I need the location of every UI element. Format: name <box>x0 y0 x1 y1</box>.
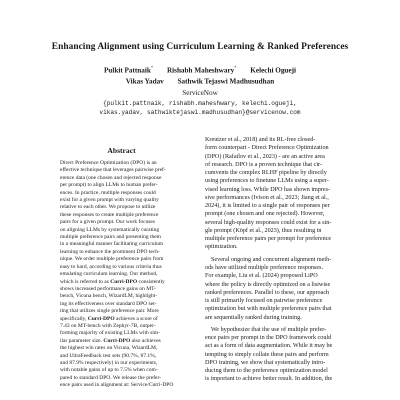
author-row-1 <box>0 62 400 73</box>
author-name: Vikas Yadav <box>125 77 164 86</box>
text-line: ods have utilized multiple preference responses. <box>205 264 323 271</box>
text-line: vised learning loss. While DPO has shown impres- <box>205 186 331 193</box>
affiliation: ServiceNow <box>182 89 218 97</box>
text-line: form counterpart - Direct Preference Optimization <box>205 145 329 152</box>
text-line: several high-quality responses could exist for a sin- <box>205 219 332 226</box>
text-line: per prompt) to align LLMs to human prefer- <box>60 182 158 189</box>
text-line: pared to standard DPO. We release the prefer- <box>60 374 162 381</box>
text-line: these responses to create multiple preference <box>60 211 159 218</box>
body-paragraph-2 <box>205 256 353 322</box>
author-name: Pulkit Pattnaik* <box>103 65 154 75</box>
text-line: which is referred to as Curri-DPO consistently <box>60 278 165 285</box>
text-line: pairs for a given prompt. Our work focuses <box>60 219 156 226</box>
text-line: effective technique that leverages pairwise pref- <box>60 167 166 174</box>
text-line: is important to achieve better result. In addition, the <box>205 376 333 383</box>
email-block <box>0 99 400 117</box>
text-line: erence data (one chosen and rejected response <box>60 174 162 181</box>
text-line: gle prompt (Köpf et al., 2023), thus resulting in <box>205 227 322 234</box>
abstract-heading: Abstract <box>107 146 136 155</box>
text-line: sive performances (Ivison et al., 2023; Jiang et al., <box>205 194 329 201</box>
text-line: on aligning LLMs by systematically curating <box>60 226 160 233</box>
text-line: (DPO) (Rafailov et al., 2023) - are an active area <box>205 153 325 160</box>
text-line: emulating curriculum learning. Our method, <box>60 271 158 278</box>
text-line: ducing them to the preference optimization model <box>205 368 328 375</box>
text-line: prompt (one chosen and one rejected). However, <box>205 211 325 218</box>
text-line: exist for a given prompt with varying quality <box>60 197 159 204</box>
text-line: DPO training, we show that systematically intro- <box>205 359 326 366</box>
text-line: the highest win rates on Vicuna, WizardLM, <box>60 345 158 352</box>
text-line: forming majority of existing LLMs with sim- <box>60 330 160 337</box>
text-line: in a meaningful manner facilitating curriculum <box>60 241 164 248</box>
text-line: act as a form of data augmentation. While it may be <box>205 343 333 350</box>
text-line: Several ongoing and concurrent alignment meth- <box>211 256 332 263</box>
text-line: For example, Liu et al. (2024) proposed LiPO <box>205 273 318 280</box>
abstract-text <box>60 160 184 390</box>
text-line: ence pairs used in alignment at: Service/Curri-DPO <box>60 382 174 389</box>
text-line: specifically, Curri-DPO achieves a score of <box>60 315 158 322</box>
text-line: Kreutzer et al., 2018) and its RL-free closed- <box>205 137 316 143</box>
text-line: and UltraFeedback test sets (90.7%, 87.1%, <box>60 352 157 359</box>
body-paragraph-1 <box>205 136 353 252</box>
email-line: vikas.yadav, sathwiktejaswi.madhusudhan}@servicenow.com <box>99 109 301 117</box>
author-name: Rishabh Maheshwary* <box>166 65 237 75</box>
body-column <box>205 136 353 384</box>
text-line: where the policy is directly optimized on a listwise <box>205 281 331 288</box>
paper-title: Enhancing Alignment using Curriculum Learning & Ranked Preferences <box>51 42 349 52</box>
text-line: ting that utilizes single preference pair. More <box>60 308 159 315</box>
text-line: shows increased performance gains on MT- <box>60 285 156 292</box>
text-line: ranked preferences. Parallel to these, our approach <box>205 289 330 296</box>
text-line: and 87.9% respectively) in our experiments, <box>60 359 158 366</box>
text-line: ences. In practice, multiple responses could <box>60 189 156 196</box>
text-line: nique. We order multiple preference pairs from <box>60 256 164 263</box>
text-line: ilar parameter size. Curri-DPO also achieves <box>60 337 161 344</box>
text-line: relative to each other. We propose to utilize <box>60 204 156 211</box>
text-line: ence pairs per prompt in the DPO framework could <box>205 335 332 342</box>
text-line: cumvents the complex RLHF pipeline by directly <box>205 170 327 177</box>
email-line: {pulkit.pattnaik, rishabh.maheshwary, kelechi.ogueji, <box>103 100 297 107</box>
text-line: tempting to simply collate these pairs and perform <box>205 351 329 358</box>
author-block <box>0 62 400 84</box>
text-line: is still primarily focused on pairwise preference <box>205 298 323 305</box>
text-line: multiple preference pairs per prompt for preference <box>205 236 332 243</box>
text-line: using preferences to finetune LLMs using a super- <box>205 178 329 185</box>
author-row-2 <box>0 73 400 84</box>
text-line: ing its effectiveness over standard DPO set- <box>60 300 157 307</box>
text-line: Direct Preference Optimization (DPO) is an <box>60 160 157 166</box>
text-line: learning to enhance the prominent DPO tech- <box>60 248 160 255</box>
text-line: 7.43 on MT-bench with Zephyr-7B, outper- <box>60 322 156 329</box>
text-line: 2024), it is limited to a single pair of responses per <box>205 203 330 210</box>
body-paragraph-3 <box>205 326 353 384</box>
author-name: Kelechi Ogueji <box>250 66 297 75</box>
text-line: are sequentially ranked during training. <box>205 314 302 321</box>
text-line: of research. DPO is a proven technique that cir- <box>205 161 323 168</box>
text-line: optimization but with multiple preference pairs that <box>205 306 332 313</box>
text-line: bench, Vicuna bench, WizardLM, highlight- <box>60 293 158 300</box>
text-line: multiple preference pairs and presenting them <box>60 234 161 241</box>
text-line: easy to hard, according to various criteria thus <box>60 263 162 270</box>
text-line: optimization. <box>205 244 238 251</box>
text-line: with notable gains of up to 7.5% when com- <box>60 367 158 374</box>
author-name: Sathwik Tejaswi Madhusudhan <box>177 77 275 86</box>
text-line: We hypothesize that the use of multiple prefer- <box>211 326 327 333</box>
